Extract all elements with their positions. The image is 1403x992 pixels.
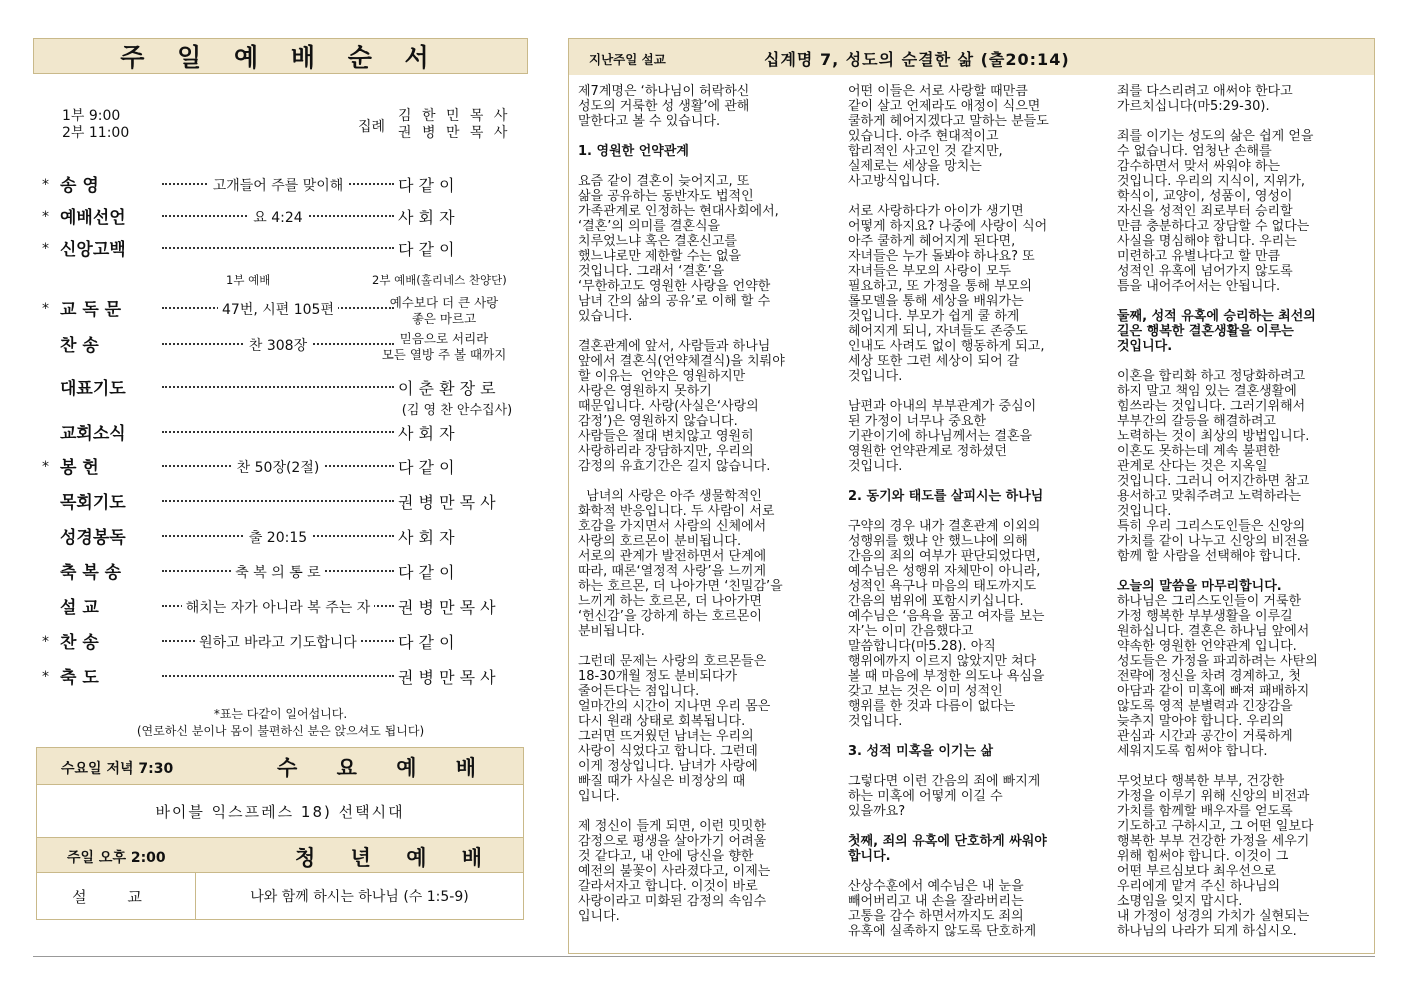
item-detail-text: 찬 308장 <box>245 338 311 354</box>
item-leader: 이 춘 환 장 로 <box>398 379 496 398</box>
item-detail-text: 요 4:24 <box>249 210 306 226</box>
sermon-paragraph: 결혼관계에 앞서, 사람들과 하나님 앞에서 결혼식(언약체결식)을 치뤄야 할 이유는 언약은 영원하지만 사랑은 영원하지 못하기 때문입니다. 사랑(사실은‘사랑의 감정’)은 영원하지 않습니다. 사람들은 절대 변치않고 영원히 사랑하리라 장담하지만, 우리의 감정의 유효기간은 길지 않습니다. <box>578 339 785 474</box>
item-detail <box>162 630 394 656</box>
sermon-paragraph: 산상수훈에서 예수님은 내 눈을 빼어버리고 내 손을 잘라버리는 고통을 감수 하면서까지도 죄의 유혹에 실족하지 않도록 단호하게 <box>848 879 1037 939</box>
sermon-paragraph: 서로 사랑하다가 아이가 생기면 어떻게 하지요? 나중에 사랑이 식어 아주 쿨하게 헤어지게 된다면, 자녀들은 누가 돌봐야 하나요? 또 자녀들은 부모의 사랑이 모두 필요하고, 또 가정을 통해 부모의 롤모델을 통해 세상을 배워가는 것입니다. 부모가 쉽게 쿨 하게 헤어지게 되니, 자녀들도 존중도 인내도 사려도 없이 행동하게 되고, 세상 또한 그런 세상이 되어 갈 것입니다. <box>848 204 1048 384</box>
sermon-paragraph: 남편과 아내의 부부관계가 중심이 된 가정이 너무나 중요한 기관이기에 하나님께서는 결혼을 영원한 언약관계로 정하셨던 것입니다. <box>848 399 1037 474</box>
item-leader: 다 같 이 <box>398 633 455 652</box>
item-name: 봉 헌 <box>60 458 99 478</box>
youth-sermon: 나와 함께 하시는 하나님 (수 1:5-9) <box>250 889 469 905</box>
item-name: 찬 송 <box>60 336 99 356</box>
item-leader: 예수보다 더 큰 사랑 좋은 마르고 <box>389 295 499 326</box>
stand-marker: * <box>42 209 49 225</box>
sermon-heading: 2. 동기와 태도를 살피시는 하나님 <box>848 489 1044 504</box>
item-detail <box>162 205 394 231</box>
standing-note: *표는 다같이 일어섭니다. <box>213 707 348 721</box>
item-detail-text: 찬 50장(2절) <box>233 460 324 476</box>
item-name: 축 도 <box>60 668 99 688</box>
item-leader: 믿음으로 서리라 모든 열방 주 볼 때까지 <box>381 331 507 362</box>
worship-row <box>42 421 527 447</box>
presider-1: 김 한 민 목 사 <box>398 108 511 124</box>
wednesday-content: 바이블 익스프레스 18) 선택시대 <box>37 784 523 837</box>
stand-marker: * <box>42 177 49 193</box>
sermon-paragraph: 구약의 경우 내가 결혼관계 이외의 성행위를 했냐 안 했느냐에 의해 간음의 죄의 여부가 판단되었다면, 예수님은 성행위 자체만이 아니라, 성적인 욕구나 마음의 태도까지도 간음의 범위에 포함시키십니다. 예수님은 ‘음욕을 품고 여자를 보는 자’는 이미 간음했다고 말씀합니다(마5.28). 아직 행위에까지 이르지 않았지만 쳐다 볼 때 마음에 부정한 의도나 욕심을 갖고 보는 것은 이미 성적인 행위를 한 것과 다름이 없다는 것입니다. <box>848 519 1045 729</box>
leader-dots <box>162 431 394 433</box>
item-detail-text: 원하고 바라고 기도합니다 <box>195 635 361 651</box>
item-leader: (김 영 찬 안수집사) <box>401 403 513 418</box>
sermon-column-1 <box>578 84 840 939</box>
youth-title: 청 년 예 배 <box>295 846 497 870</box>
sermon-heading: 1. 영원한 언약관계 <box>578 144 689 159</box>
item-detail <box>162 333 394 359</box>
item-leader: 사 회 자 <box>398 528 455 547</box>
worship-row <box>42 205 527 231</box>
sermon-paragraph: 그런데 문제는 사랑의 호르몬들은 18-30개월 정도 분비되다가 줄어든다는 점입니다. 얼마간의 시간이 지나면 우리 몸은 다시 원래 상태로 회복됩니다. 그러면 뜨거웠던 남녀는 우리의 사랑이 식었다고 합니다. 그런데 이게 정상입니다. 남녀가 사랑에 빠질 때가 사실은 비정상의 때 입니다. <box>578 654 771 804</box>
worship-row <box>42 295 527 326</box>
sermon-heading: 둘째, 성적 유혹에 승리하는 최선의 길은 행복한 결혼생활을 이루는 것입니다. <box>1117 309 1316 354</box>
item-leader: 권 병 만 목 사 <box>398 668 496 687</box>
stand-marker: * <box>42 634 49 650</box>
sermon-paragraph: 제7계명은 ‘하나님이 허락하신 성도의 거룩한 성 생활’에 관해 말한다고 볼 수 있습니다. <box>578 84 750 129</box>
sermon-column-3 <box>1117 84 1367 954</box>
sermon-title: 십계명 7, 성도의 순결한 삶 (출20:14) <box>764 50 1070 69</box>
worship-row <box>42 525 527 551</box>
wednesday-time: 수요일 저녁 7:30 <box>61 761 174 777</box>
wednesday-title: 수 요 예 배 <box>277 756 493 780</box>
youth-time: 주일 오후 2:00 <box>67 850 166 866</box>
presider-2: 권 병 만 목 사 <box>398 125 511 141</box>
bottom-rule <box>33 956 1375 957</box>
item-name: 설 교 <box>60 598 99 618</box>
worship-row <box>42 490 527 516</box>
item-name: 성경봉독 <box>60 528 126 548</box>
sermon-header <box>569 39 1374 75</box>
item-name: 찬 송 <box>60 633 99 653</box>
youth-label: 설 교 <box>37 873 196 919</box>
service-time-1: 1부 9:00 <box>62 108 121 124</box>
leader-dots <box>162 386 394 388</box>
column-header-first: 1부 예배 <box>226 273 271 287</box>
leader-dots <box>162 247 394 249</box>
item-name: 목회기도 <box>60 493 126 513</box>
youth-header <box>37 837 523 872</box>
item-name: 축 복 송 <box>60 563 122 583</box>
worship-row <box>42 455 527 481</box>
item-detail <box>162 525 394 551</box>
item-detail <box>162 560 394 586</box>
item-detail-text: 출 20:15 <box>245 530 311 546</box>
worship-row <box>42 560 527 586</box>
stand-marker: * <box>42 669 49 685</box>
sermon-label: 지난주일 설교 <box>589 52 666 67</box>
service-time-2: 2부 11:00 <box>62 125 130 141</box>
stand-marker: * <box>42 459 49 475</box>
extra-services <box>36 747 524 920</box>
item-name: 송 영 <box>60 176 99 196</box>
youth-row <box>37 872 523 919</box>
item-leader: 다 같 이 <box>398 240 455 259</box>
seating-note: (연로하신 분이나 몸이 불편하신 분은 앉으셔도 됩니다) <box>136 724 425 738</box>
stand-marker: * <box>42 301 49 317</box>
wednesday-header <box>37 748 523 784</box>
item-detail <box>162 173 394 199</box>
item-leader: 사 회 자 <box>398 208 455 227</box>
worship-row <box>42 665 527 691</box>
sermon-paragraph: 무엇보다 행복한 부부, 건강한 가정을 이루기 위해 신앙의 비전과 가치를 함께할 배우자를 얻도록 기도하고 구하시고, 그 어떤 일보다 행복한 부부 건강한 가정을 세우기 위해 힘써야 합니다. 이것이 그 어떤 부르심보다 최우선으로 우리에게 맡겨 주신 하나님의 소명임을 잊지 맙시다. 내 가정이 성경의 가치가 실현되는 하나님의 나라가 되게 하십시오. <box>1117 774 1314 939</box>
item-name: 교회소식 <box>60 424 126 444</box>
sermon-heading: 3. 성적 미혹을 이기는 삶 <box>848 744 994 759</box>
item-leader: 다 같 이 <box>398 458 455 477</box>
sermon-paragraph: 제 정신이 들게 되면, 이런 밋밋한 감정으로 평생을 살아가기 어려울 것 같다고, 내 안에 당신을 향한 예전의 불꽃이 사라졌다고, 이제는 갈라서자고 합니다. 이것이 바로 사랑이라고 미화된 감정의 속임수 입니다. <box>578 819 771 924</box>
item-name: 교 독 문 <box>60 300 122 320</box>
stand-marker: * <box>42 241 49 257</box>
sermon-heading: 첫째, 죄의 유혹에 단호하게 싸워야 합니다. <box>848 834 1047 864</box>
sermon-paragraph: 이혼을 합리화 하고 정당화하려고 하지 말고 책임 있는 결혼생활에 힘쓰라는 것입니다. 그러기위해서 부부간의 갈등을 해결하려고 노력하는 것이 최상의 방법입니다. 이혼도 못하는데 계속 불편한 관계로 산다는 것은 지옥일 것입니다. 그러니 어지간하면 참고 용서하고 맞춰주려고 노력하라는 것입니다. 특히 우리 그리스도인들은 신앙의 가치를 같이 나누고 신앙의 비전을 함께 할 사람을 선택해야 합니다. <box>1117 369 1310 564</box>
sermon-paragraph: 하나님은 그리스도인들이 거룩한 가정 행복한 부부생활을 이루길 원하십니다. 결혼은 하나님 앞에서 약속한 영원한 언약관계 입니다. 성도들은 가정을 파괴하려는 사탄의 전략에 정신을 차려 경계하고, 첫 아담과 같이 미혹에 빠져 패배하지 않도록 영적 분별력과 긴장감을 늦추지 말아야 합니다. 우리의 관심과 시간과 공간이 거룩하게 세워지도록 힘써야 합니다. <box>1117 594 1318 759</box>
item-detail-text: 47번, 시편 105편 <box>218 302 338 318</box>
sermon-paragraph: 죄를 이기는 성도의 삶은 쉽게 얻을 수 없습니다. 엄청난 손해를 감수하면서 맞서 싸워야 하는 것입니다. 우리의 지식이, 지위가, 학식이, 교양이, 성품이, 영성이 자신을 성적인 죄로부터 승리할 만큼 충분하다고 장담할 수 없다는 사실을 명심해야 합니다. 우리는 미련하고 유별나다고 할 만큼 성적인 유혹에 넘어가지 않도록 틈을 내어주어서는 안됩니다. <box>1117 129 1314 294</box>
column-header-second: 2부 예배(홀리네스 찬양단) <box>372 273 507 287</box>
presider-label: 집례 <box>358 119 386 135</box>
sermon-paragraph: 죄를 다스리려고 애써야 한다고 가르치십니다(마5:29-30). <box>1117 84 1293 114</box>
sermon-heading: 오늘의 말씀을 마무리합니다. <box>1117 579 1282 594</box>
item-name: 예배선언 <box>60 208 126 228</box>
worship-row <box>42 331 527 362</box>
item-leader: 권 병 만 목 사 <box>398 598 496 617</box>
item-name: 대표기도 <box>60 379 126 399</box>
sermon-paragraph: 남녀의 사랑은 아주 생물학적인 화학적 반응입니다. 두 사람이 서로 호감을 가지면서 사람의 신체에서 사랑의 호르몬이 분비됩니다. 서로의 관계가 발전하면서 단계에 따라, 때론‘열정적 사랑’을 느끼게 하는 호르몬, 더 나아가면 ‘친밀감’을 느끼게 하는 호르몬, 더 나아가면 ‘헌신감’을 강하게 하는 호르몬이 분비됩니다. <box>578 489 783 639</box>
leader-dots <box>162 675 394 677</box>
sermon-paragraph: 그렇다면 이런 간음의 죄에 빠지게 하는 미혹에 어떻게 이길 수 있을까요? <box>848 774 1041 819</box>
item-name: 신앙고백 <box>60 240 126 260</box>
worship-row <box>42 595 527 621</box>
sermon-paragraph: 어떤 이들은 서로 사랑할 때만큼 같이 살고 언제라도 애정이 식으면 쿨하게 헤어지겠다고 말하는 분들도 있습니다. 아주 현대적이고 합리적인 사고인 것 같지만, 실제로는 세상을 망치는 사고방식입니다. <box>848 84 1049 189</box>
worship-row <box>42 630 527 656</box>
item-detail-text: 고개들어 주를 맞이해 <box>209 178 348 194</box>
worship-row <box>42 237 527 263</box>
item-detail <box>162 297 394 323</box>
sermon-paragraph: 요즘 같이 결혼이 늦어지고, 또 삶을 공유하는 동반자도 법적인 가족관계로 인정하는 현대사회에서, ‘결혼’의 의미를 결혼식을 치루었느냐 혹은 결혼신고를 했느냐로만 제한할 수는 없을 것입니다. 그래서 ‘결혼’을 ‘무한하고도 영원한 사랑을 언약한 남녀 간의 삶의 공유’로 이해 할 수 있습니다. <box>578 174 779 324</box>
item-leader: 사 회 자 <box>398 424 455 443</box>
item-detail <box>162 595 394 621</box>
item-detail-text: 축 복 의 통 로 <box>231 565 324 581</box>
bulletin-title: 주 일 예 배 순 서 <box>33 38 528 74</box>
item-detail <box>162 455 394 481</box>
item-leader: 다 같 이 <box>398 176 455 195</box>
worship-row <box>42 173 527 199</box>
leader-dots <box>162 500 394 502</box>
item-leader: 다 같 이 <box>398 563 455 582</box>
item-detail-text: 해치는 자가 아니라 복 주는 자 <box>182 600 375 616</box>
sermon-column-2 <box>848 84 1110 954</box>
item-leader: 권 병 만 목 사 <box>398 493 496 512</box>
